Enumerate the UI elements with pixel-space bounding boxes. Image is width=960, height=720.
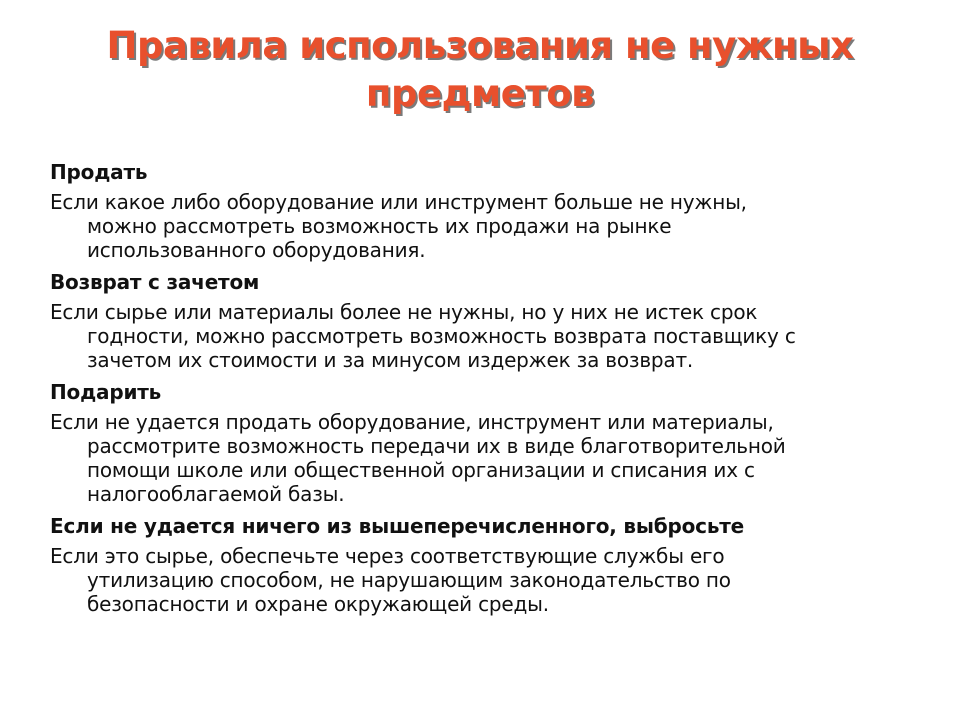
body-line: рассмотрите возможность передачи их в виде благотворительной xyxy=(87,434,786,458)
section-body-sell xyxy=(50,190,930,262)
body-line: Если какое либо оборудование или инструмент больше не нужны, xyxy=(50,190,747,214)
slide-content xyxy=(50,160,930,624)
body-line: Если не удается продать оборудование, инструмент или материалы, xyxy=(50,410,774,434)
body-line: помощи школе или общественной организации и списания их с xyxy=(87,458,755,482)
body-line: налогооблагаемой базы. xyxy=(87,482,345,506)
body-line: использованного оборудования. xyxy=(87,238,426,262)
body-line: утилизацию способом, не нарушающим законодательство по xyxy=(87,568,731,592)
slide-title-line-2: предметов xyxy=(365,72,595,115)
section-heading-return: Возврат с зачетом xyxy=(50,270,260,294)
section-body-discard xyxy=(50,544,930,616)
body-line: зачетом их стоимости и за минусом издержек за возврат. xyxy=(87,348,694,372)
section-heading-donate: Подарить xyxy=(50,380,162,404)
body-line: годности, можно рассмотреть возможность возврата поставщику с xyxy=(87,324,796,348)
section-heading-discard: Если не удается ничего из вышеперечисленного, выбросьте xyxy=(50,514,745,538)
body-line: Если сырье или материалы более не нужны, но у них не истек срок xyxy=(50,300,758,324)
section-body-return xyxy=(50,300,930,372)
body-line: можно рассмотреть возможность их продажи на рынке xyxy=(87,214,672,238)
slide-title xyxy=(40,22,920,118)
body-line: Если это сырье, обеспечьте через соответствующие службы его xyxy=(50,544,725,568)
body-line: безопасности и охране окружающей среды. xyxy=(87,592,549,616)
slide-title-line-1: Правила использования не нужных xyxy=(106,24,854,67)
section-heading-sell: Продать xyxy=(50,160,148,184)
section-body-donate xyxy=(50,410,930,506)
